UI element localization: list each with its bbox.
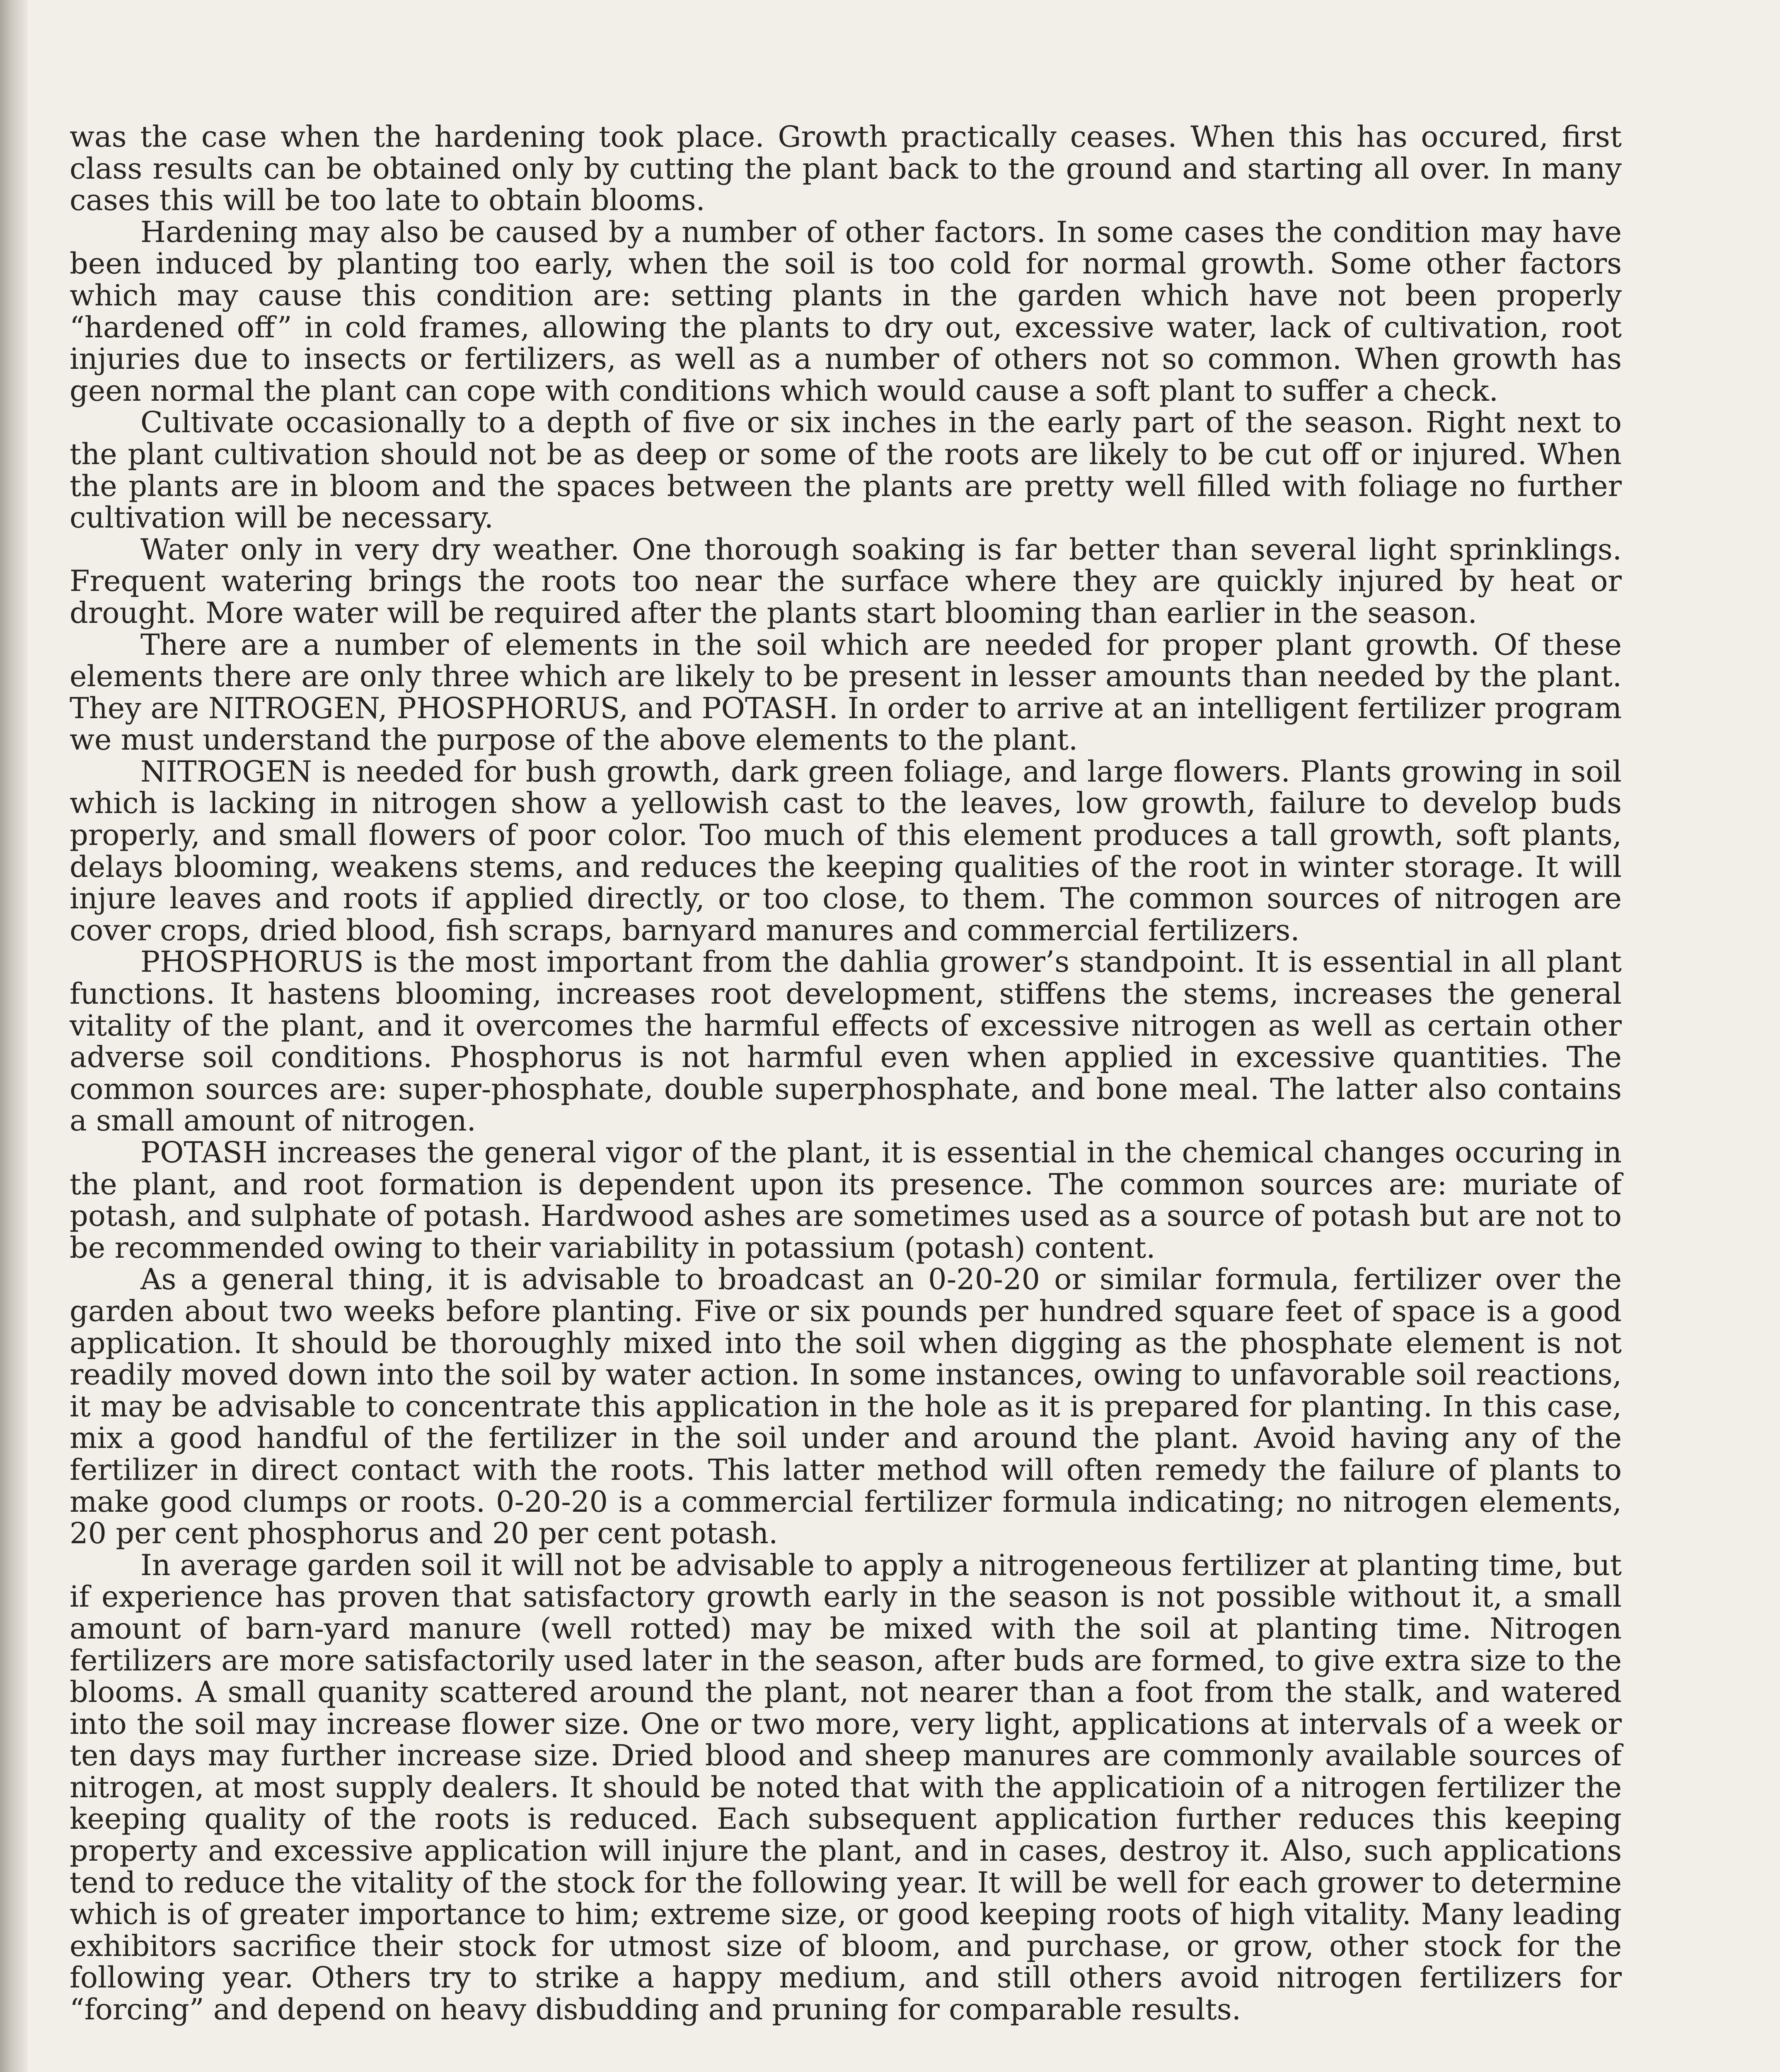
paragraph-general-formula: As a general thing, it is advisable to broadcast an 0-20-20 or similar formula, fertilizer over the garden about two weeks before planting. Five or six pounds per hundred square feet of space is a good application. It should be thoroughly mixed into the soil when digging as the phosphate element is not readily moved down into the soil by water action. In some instances, owing to unfavorable soil reactions, it may be advisable to concentrate this application in the hole as it is prepared for planting. In this case, mix a good handful of the fertilizer in the soil under and around the plant. Avoid having any of the fertilizer in direct contact with the roots. This latter method will often remedy the failure of plants to make good clumps or roots. 0-20-20 is a commercial fertilizer formula indicating; no nitrogen elements, 20 per cent phosphorus and 20 per cent potash. bbox=[70, 1262, 1622, 1551]
paragraph-continuation: was the case when the hardening took place. Growth practically ceases. When this has occured, first class results can be obtained only by cutting the plant back to the ground and starting all over. In many cases this will be too late to obtain blooms. bbox=[70, 120, 1622, 218]
binding-edge bbox=[0, 0, 27, 2072]
paragraph-cultivate: Cultivate occasionally to a depth of five or six inches in the early part of the season. Right next to the plant cultivation should not be as deep or some of the roots are likely to be cut off or injured. When the plants are in bloom and the spaces between the plants are pretty well filled with foliage no further cultivation will be necessary. bbox=[70, 405, 1622, 535]
paragraph-potash: POTASH increases the general vigor of the plant, it is essential in the chemical changes occuring in the plant, and root formation is dependent upon its presence. The common sources are: muriate of potash, and sulphate of potash. Hardwood ashes are sometimes used as a source of potash but are not to be recommended owing to their variability in potassium (potash) content. bbox=[70, 1135, 1622, 1265]
paragraph-nitrogen: NITROGEN is needed for bush growth, dark green foliage, and large flowers. Plants growing in soil which is lacking in nitrogen show a yellowish cast to the leaves, low growth, failure to develop buds properly, and small flowers of poor color. Too much of this element produces a tall growth, soft plants, delays blooming, weakens stems, and reduces the keeping qualities of the root in winter storage. It will injure leaves and roots if applied directly, or too close, to them. The common sources of nitrogen are cover crops, dried blood, fish scraps, barnyard manures and commercial fertilizers. bbox=[70, 754, 1622, 947]
body-text bbox=[70, 121, 1622, 2026]
paragraph-water: Water only in very dry weather. One thorough soaking is far better than several light sprinklings. Frequent watering brings the roots too near the surface where they are quickly injured by heat or drought. More water will be required after the plants start blooming than earlier in the season. bbox=[70, 532, 1622, 630]
paragraph-nitrogen-fertilizer: In average garden soil it will not be advisable to apply a nitrogeneous fertilizer at planting time, but if experience has proven that satisfactory growth early in the season is not possible without it, a small amount of barn-yard manure (well rotted) may be mixed with the soil at planting time. Nitrogen fertilizers are more satisfactorily used later in the season, after buds are formed, to give extra size to the blooms. A small quanity scattered around the plant, not nearer than a foot from the stalk, and watered into the soil may increase flower size. One or two more, very light, applications at intervals of a week or ten days may further increase size. Dried blood and sheep manures are commonly available sources of nitrogen, at most supply dealers. It should be noted that with the applicatioin of a nitrogen fertilizer the keeping quality of the roots is reduced. Each subsequent application further reduces this keeping property and excessive application will injure the plant, and in cases, destroy it. Also, such applications tend to reduce the vitality of the stock for the following year. It will be well for each grower to determine which is of greater importance to him; extreme size, or good keeping roots of high vitality. Many leading exhibitors sacrifice their stock for utmost size of bloom, and purchase, or grow, other stock for the following year. Others try to strike a happy medium, and still others avoid nitrogen fertilizers for “forcing” and depend on heavy disbudding and pruning for comparable results. bbox=[70, 1548, 1622, 2027]
paragraph-phosphorus: PHOSPHORUS is the most important from the dahlia grower’s standpoint. It is essential in all plant functions. It hastens blooming, increases root development, stiffens the stems, increases the general vitality of the plant, and it overcomes the harmful effects of excessive nitrogen as well as certain other adverse soil conditions. Phosphorus is not harmful even when applied in excessive quantities. The common sources are: super-phosphate, double superphosphate, and bone meal. The latter also contains a small amount of nitrogen. bbox=[70, 945, 1622, 1138]
paragraph-elements: There are a number of elements in the soil which are needed for proper plant growth. Of these elements there are only three which are likely to be present in lesser amounts than needed by the plant. They are NITROGEN, PHOSPHORUS, and POTASH. In order to arrive at an intelligent fertilizer program we must understand the purpose of the above elements to the plant. bbox=[70, 627, 1622, 757]
paragraph-hardening: Hardening may also be caused by a number of other factors. In some cases the condition may have been induced by planting too early, when the soil is too cold for normal growth. Some other factors which may cause this condition are: setting plants in the garden which have not been properly “hardened off” in cold frames, allowing the plants to dry out, excessive water, lack of cultivation, root injuries due to insects or fertilizers, as well as a number of others not so common. When growth has geen normal the plant can cope with conditions which would cause a soft plant to suffer a check. bbox=[70, 215, 1622, 408]
